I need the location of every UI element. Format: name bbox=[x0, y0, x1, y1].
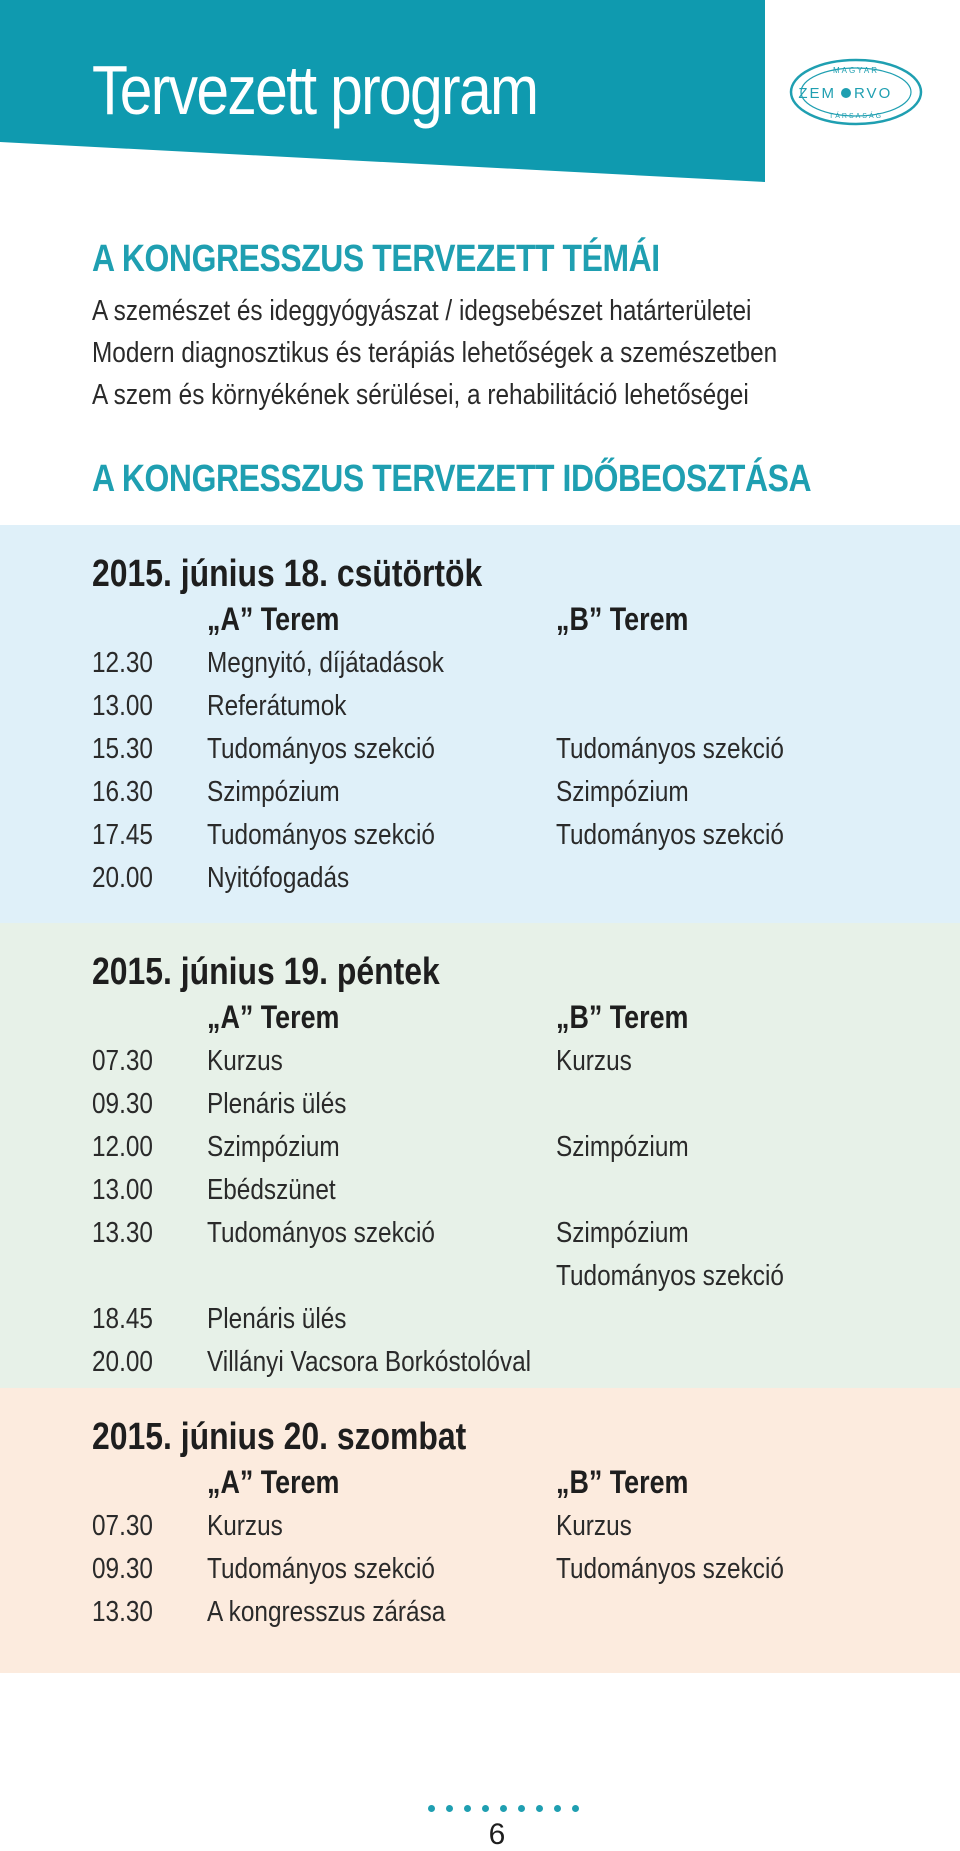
schedule-rows bbox=[0, 1505, 960, 1634]
room-b-cell: Tudományos szekció bbox=[556, 819, 784, 851]
time-cell: 13.30 bbox=[92, 1596, 153, 1628]
room-a-cell: Megnyitó, díjátadások bbox=[207, 647, 444, 679]
dot bbox=[518, 1805, 525, 1812]
room-b-cell: Tudományos szekció bbox=[556, 733, 784, 765]
room-a-cell: Tudományos szekció bbox=[207, 1553, 435, 1585]
schedule-row bbox=[0, 771, 960, 814]
topics-list bbox=[92, 290, 908, 416]
room-b-header: „B” Terem bbox=[556, 999, 689, 1035]
logo-bottom-text: TÁRSASÁG bbox=[828, 113, 884, 120]
room-a-header: „A” Terem bbox=[207, 999, 340, 1035]
time-cell: 07.30 bbox=[92, 1510, 153, 1542]
logo-top-text: MAGYAR bbox=[832, 66, 880, 75]
time-cell: 20.00 bbox=[92, 1346, 153, 1378]
schedule-row bbox=[0, 642, 960, 685]
time-cell: 13.00 bbox=[92, 1174, 153, 1206]
room-a-cell: Kurzus bbox=[207, 1045, 283, 1077]
time-cell: 13.00 bbox=[92, 690, 153, 722]
time-cell: 09.30 bbox=[92, 1553, 153, 1585]
dot bbox=[536, 1805, 543, 1812]
schedule-row bbox=[0, 814, 960, 857]
room-a-cell: Tudományos szekció bbox=[207, 819, 435, 851]
room-b-header: „B” Terem bbox=[556, 601, 689, 637]
room-b-cell: Szimpózium bbox=[556, 1131, 689, 1163]
day-title: 2015. június 18. csütörtök bbox=[92, 553, 483, 595]
room-a-cell: Szimpózium bbox=[207, 1131, 340, 1163]
time-cell: 18.45 bbox=[92, 1303, 153, 1335]
room-a-cell: Kurzus bbox=[207, 1510, 283, 1542]
room-b-cell: Kurzus bbox=[556, 1045, 632, 1077]
schedule-row bbox=[0, 1169, 960, 1212]
logo-main-left: ZEM bbox=[798, 85, 836, 102]
room-a-header: „A” Terem bbox=[207, 601, 340, 637]
room-b-header: „B” Terem bbox=[556, 1464, 689, 1500]
dot bbox=[482, 1805, 489, 1812]
society-logo bbox=[788, 56, 924, 128]
schedule-heading: A KONGRESSZUS TERVEZETT IDŐBEOSZTÁSA bbox=[92, 458, 812, 500]
day-section-friday bbox=[0, 923, 960, 1388]
topics-heading: A KONGRESSZUS TERVEZETT TÉMÁI bbox=[92, 238, 660, 280]
room-a-cell: Plenáris ülés bbox=[207, 1303, 347, 1335]
topic-item: Modern diagnosztikus és terápiás lehetőségek a szemészetben bbox=[92, 337, 778, 369]
time-cell: 20.00 bbox=[92, 862, 153, 894]
schedule-rows bbox=[0, 642, 960, 900]
schedule-row bbox=[0, 857, 960, 900]
room-a-cell: Ebédszünet bbox=[207, 1174, 336, 1206]
time-cell: 16.30 bbox=[92, 776, 153, 808]
dot bbox=[554, 1805, 561, 1812]
room-a-cell: Referátumok bbox=[207, 690, 347, 722]
schedule-row bbox=[0, 1548, 960, 1591]
room-a-cell: A kongresszus zárása bbox=[207, 1596, 446, 1628]
room-b-cell: Tudományos szekció bbox=[556, 1260, 784, 1292]
day-section-saturday bbox=[0, 1388, 960, 1673]
schedule-row bbox=[0, 1126, 960, 1169]
day-title: 2015. június 19. péntek bbox=[92, 951, 440, 993]
room-a-cell: Villányi Vacsora Borkóstolóval bbox=[207, 1346, 532, 1378]
schedule-row bbox=[0, 1212, 960, 1255]
time-cell: 12.30 bbox=[92, 647, 153, 679]
time-cell: 09.30 bbox=[92, 1088, 153, 1120]
room-a-cell: Plenáris ülés bbox=[207, 1088, 347, 1120]
schedule-row bbox=[0, 1298, 960, 1341]
schedule-row bbox=[0, 685, 960, 728]
schedule-row bbox=[0, 1341, 960, 1384]
schedule-row bbox=[0, 1255, 960, 1298]
room-b-cell: Tudományos szekció bbox=[556, 1553, 784, 1585]
logo-main-right: RVO bbox=[854, 85, 893, 102]
dot bbox=[428, 1805, 435, 1812]
dot bbox=[572, 1805, 579, 1812]
page-number: 6 bbox=[488, 1818, 506, 1851]
room-a-cell: Tudományos szekció bbox=[207, 1217, 435, 1249]
room-b-cell: Szimpózium bbox=[556, 1217, 689, 1249]
page-title: Tervezett program bbox=[92, 51, 538, 129]
schedule-row bbox=[0, 728, 960, 771]
topic-item: A szemészet és ideggyógyászat / idegsebészet határterületei bbox=[92, 295, 752, 327]
room-a-cell: Szimpózium bbox=[207, 776, 340, 808]
schedule-rows bbox=[0, 1040, 960, 1384]
room-a-cell: Tudományos szekció bbox=[207, 733, 435, 765]
topic-item: A szem és környékének sérülései, a rehabilitáció lehetőségei bbox=[92, 379, 749, 411]
room-b-cell: Kurzus bbox=[556, 1510, 632, 1542]
dot bbox=[464, 1805, 471, 1812]
time-cell: 07.30 bbox=[92, 1045, 153, 1077]
schedule-row bbox=[0, 1505, 960, 1548]
dot bbox=[500, 1805, 507, 1812]
time-cell: 15.30 bbox=[92, 733, 153, 765]
dot bbox=[446, 1805, 453, 1812]
day-title: 2015. június 20. szombat bbox=[92, 1416, 467, 1458]
schedule-row bbox=[0, 1083, 960, 1126]
room-b-cell: Szimpózium bbox=[556, 776, 689, 808]
schedule-row bbox=[0, 1591, 960, 1634]
room-a-header: „A” Terem bbox=[207, 1464, 340, 1500]
time-cell: 17.45 bbox=[92, 819, 153, 851]
time-cell: 13.30 bbox=[92, 1217, 153, 1249]
schedule-row bbox=[0, 1040, 960, 1083]
room-a-cell: Nyitófogadás bbox=[207, 862, 350, 894]
day-section-thursday bbox=[0, 525, 960, 923]
time-cell: 12.00 bbox=[92, 1131, 153, 1163]
